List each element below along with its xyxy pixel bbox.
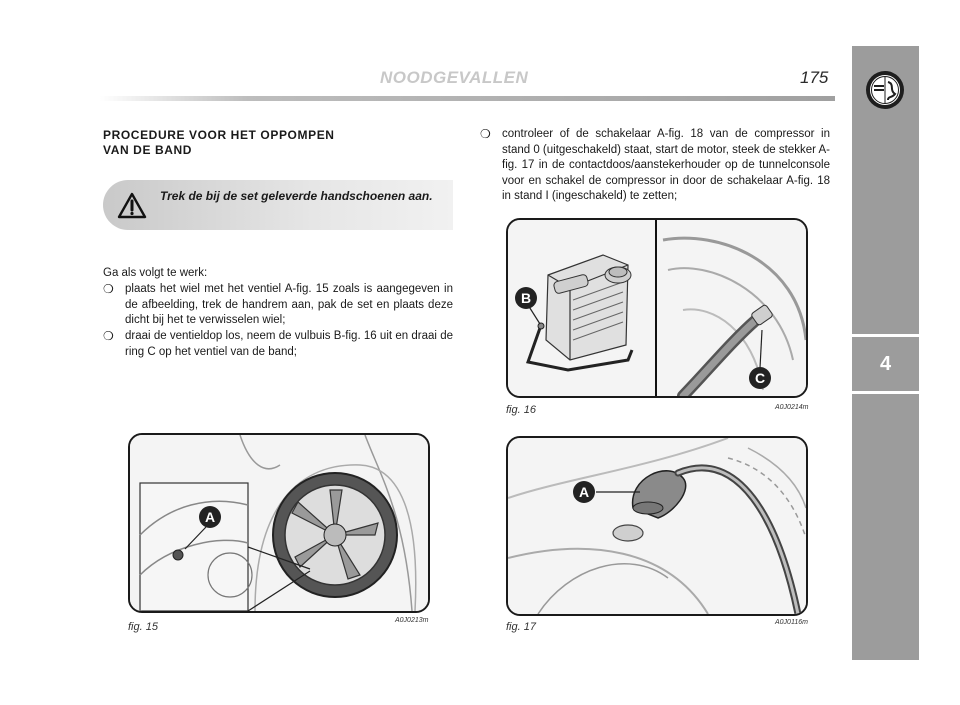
figure-17-label: fig. 17 bbox=[506, 621, 536, 633]
svg-text:B: B bbox=[520, 290, 532, 306]
list-item-text: draai de ventieldop los, neem de vulbuis B-fig. 16 uit en draai de ring C op het ventiel van de band; bbox=[125, 330, 453, 358]
brand-logo-icon bbox=[865, 70, 905, 110]
list-item-text: plaats het wiel met het ventiel A-fig. 15 zoals is aangegeven in de afbeelding, trek de handrem aan, pak de set en plaats deze dicht bij het te verwisselen wiel; bbox=[125, 283, 453, 326]
list-item bbox=[103, 329, 453, 360]
section-title bbox=[103, 128, 433, 158]
svg-text:A: A bbox=[204, 509, 216, 525]
list-item bbox=[103, 282, 453, 329]
chapter-tab-number: 4 bbox=[879, 352, 892, 375]
bullet-icon: ❍ bbox=[103, 329, 114, 343]
chapter-heading: NOODGEVALLEN bbox=[380, 68, 529, 87]
figure-17-code: A0J0116m bbox=[775, 619, 808, 626]
figure-16-code: A0J0214m bbox=[775, 404, 809, 411]
figure-15-label: fig. 15 bbox=[128, 621, 158, 633]
list-item bbox=[480, 127, 830, 205]
page-number: 175 bbox=[800, 68, 829, 87]
warning-box bbox=[103, 180, 453, 230]
sidebar-tab-bottom bbox=[852, 394, 919, 660]
warning-text: Trek de bij de set geleverde handschoenen aan. bbox=[160, 189, 433, 203]
chapter-tab[interactable] bbox=[852, 337, 919, 391]
figure-15-illustration bbox=[128, 433, 430, 613]
bullet-icon: ❍ bbox=[480, 127, 491, 141]
section-title-line: PROCEDURE VOOR HET OPPOMPEN bbox=[103, 128, 335, 142]
figure-17-illustration bbox=[506, 436, 808, 616]
warning-triangle-icon bbox=[117, 192, 147, 219]
header-rule bbox=[100, 96, 835, 101]
section-title-line: VAN DE BAND bbox=[103, 143, 193, 157]
figure-16-label: fig. 16 bbox=[506, 404, 536, 416]
svg-text:C: C bbox=[754, 370, 766, 386]
figure-16-illustration bbox=[506, 218, 808, 398]
bullet-icon: ❍ bbox=[103, 282, 114, 296]
intro-text: Ga als volgt te werk: bbox=[103, 267, 208, 279]
list-item-text: controleer of de schakelaar A-fig. 18 van de compressor in stand 0 (uitgeschakeld) staat, start de motor, steek de stekker A-fig. 17 in de contactdoos/aanstekerhouder op de tunnelconsole voor en schakel de compressor in door de schakelaar A-fig. 18 in stand I (ingeschakeld) te zetten; bbox=[502, 128, 830, 202]
svg-text:A: A bbox=[578, 484, 590, 500]
figure-15-code: A0J0213m bbox=[395, 617, 429, 624]
